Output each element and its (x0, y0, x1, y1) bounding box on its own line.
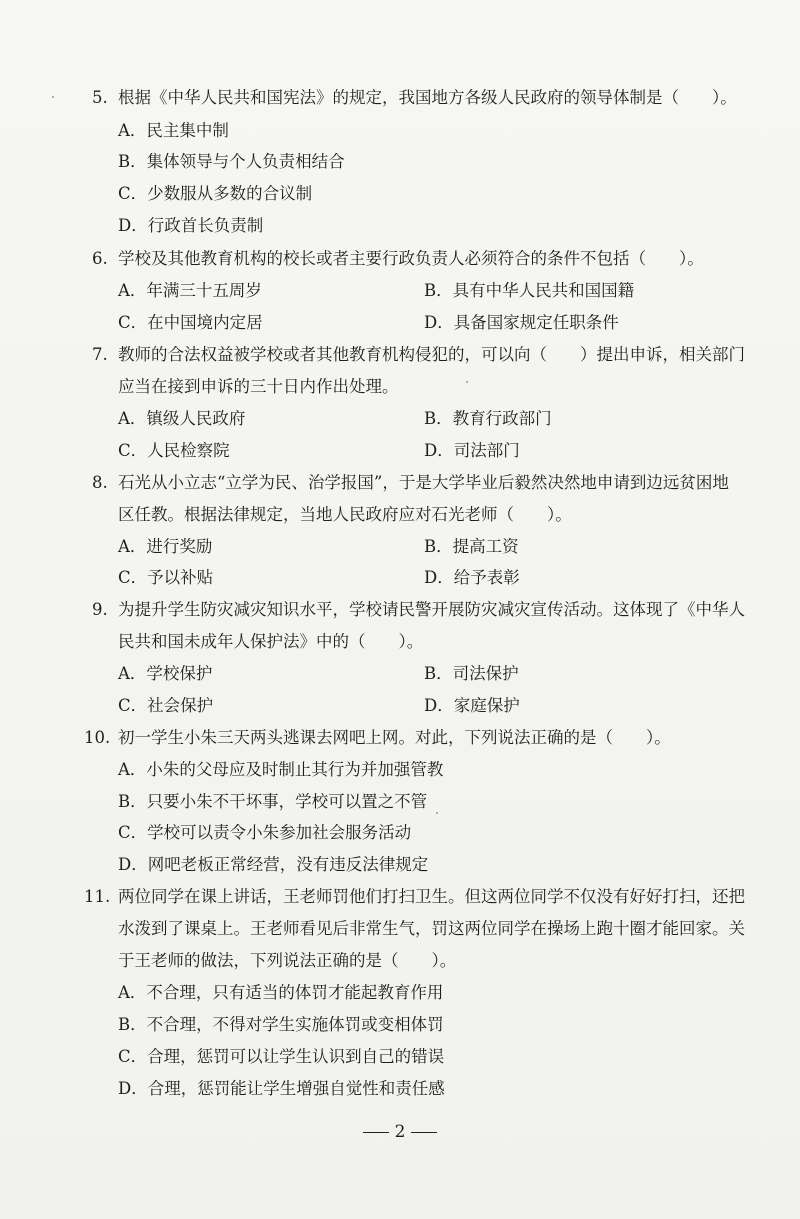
option-c: C．社会保护 (118, 696, 214, 715)
option-b: B．集体领导与个人负责相结合 (118, 152, 345, 171)
question-stem-continued: 民共和国未成年人保护法》中的（ ）。 (118, 632, 424, 651)
question-stem-continued: 于王老师的做法，下列说法正确的是（ ）。 (118, 951, 457, 970)
option-d: D．网吧老板正常经营，没有违反法律规定 (118, 855, 429, 874)
option-c: C．少数服从多数的合议制 (118, 184, 313, 203)
option-a: A．不合理，只有适当的体罚才能起教育作用 (118, 983, 444, 1002)
question-stem-continued: 应当在接到申诉的三十日内作出处理。 (118, 377, 399, 396)
question-number: 11. (84, 887, 111, 906)
option-b: B．提高工资 (424, 537, 519, 556)
option-d: D．合理，惩罚能让学生增强自觉性和责任感 (118, 1079, 445, 1098)
option-d: D．行政首长负责制 (118, 216, 264, 235)
question-number: 5. (92, 88, 108, 107)
option-d: D．家庭保护 (424, 696, 520, 715)
dash-left (363, 1132, 389, 1133)
option-a: A．小朱的父母应及时制止其行为并加强管教 (118, 760, 444, 779)
scan-speck (436, 812, 438, 814)
option-c: C．合理，惩罚可以让学生认识到自己的错误 (118, 1047, 445, 1066)
page-number: 2 (394, 1122, 406, 1142)
question-stem: 教师的合法权益被学校或者其他教育机构侵犯的，可以向（ ）提出申诉，相关部门 (118, 345, 745, 364)
page-number-footer (0, 1122, 800, 1142)
option-c: C．学校可以责令小朱参加社会服务活动 (118, 823, 412, 842)
question-stem: 根据《中华人民共和国宪法》的规定，我国地方各级人民政府的领导体制是（ ）。 (118, 88, 737, 107)
question-number: 8. (92, 473, 108, 492)
option-a: A．年满三十五周岁 (118, 281, 262, 300)
option-d: D．给予表彰 (424, 568, 520, 587)
option-a: A．民主集中制 (118, 121, 229, 140)
option-a: A．镇级人民政府 (118, 409, 246, 428)
question-stem: 为提升学生防灾减灾知识水平，学校请民警开展防灾减灾宣传活动。这体现了《中华人 (118, 600, 745, 619)
question-stem: 初一学生小朱三天两头逃课去网吧上网。对此，下列说法正确的是（ ）。 (118, 728, 671, 747)
question-number: 9. (92, 600, 108, 619)
question-number: 7. (92, 345, 108, 364)
scan-speck (52, 96, 54, 98)
question-stem-continued: 水泼到了课桌上。王老师看见后非常生气，罚这两位同学在操场上跑十圈才能回家。关 (118, 919, 745, 938)
option-b: B．具有中华人民共和国国籍 (424, 281, 635, 300)
question-stem: 石光从小立志“立学为民、治学报国”，于是大学毕业后毅然决然地申请到边远贫困地 (118, 473, 729, 492)
option-a: A．学校保护 (118, 664, 213, 683)
option-d: D．司法部门 (424, 441, 520, 460)
scan-speck (466, 381, 468, 383)
question-number: 10. (84, 728, 111, 747)
question-stem-continued: 区任教。根据法律规定，当地人民政府应对石光老师（ ）。 (118, 505, 572, 524)
question-number: 6. (92, 249, 108, 268)
dash-right (411, 1132, 437, 1133)
option-a: A．进行奖励 (118, 537, 213, 556)
question-stem: 两位同学在课上讲话，王老师罚他们打扫卫生。但这两位同学不仅没有好好打扫，还把 (118, 887, 745, 906)
option-b: B．只要小朱不干坏事，学校可以置之不管 (118, 792, 428, 811)
option-c: C．予以补贴 (118, 568, 214, 587)
option-b: B．不合理，不得对学生实施体罚或变相体罚 (118, 1015, 444, 1034)
option-d: D．具备国家规定任职条件 (424, 313, 619, 332)
option-c: C．人民检察院 (118, 441, 230, 460)
option-c: C．在中国境内定居 (118, 313, 263, 332)
option-b: B．司法保护 (424, 664, 519, 683)
option-b: B．教育行政部门 (424, 409, 552, 428)
question-stem: 学校及其他教育机构的校长或者主要行政负责人必须符合的条件不包括（ ）。 (118, 249, 704, 268)
